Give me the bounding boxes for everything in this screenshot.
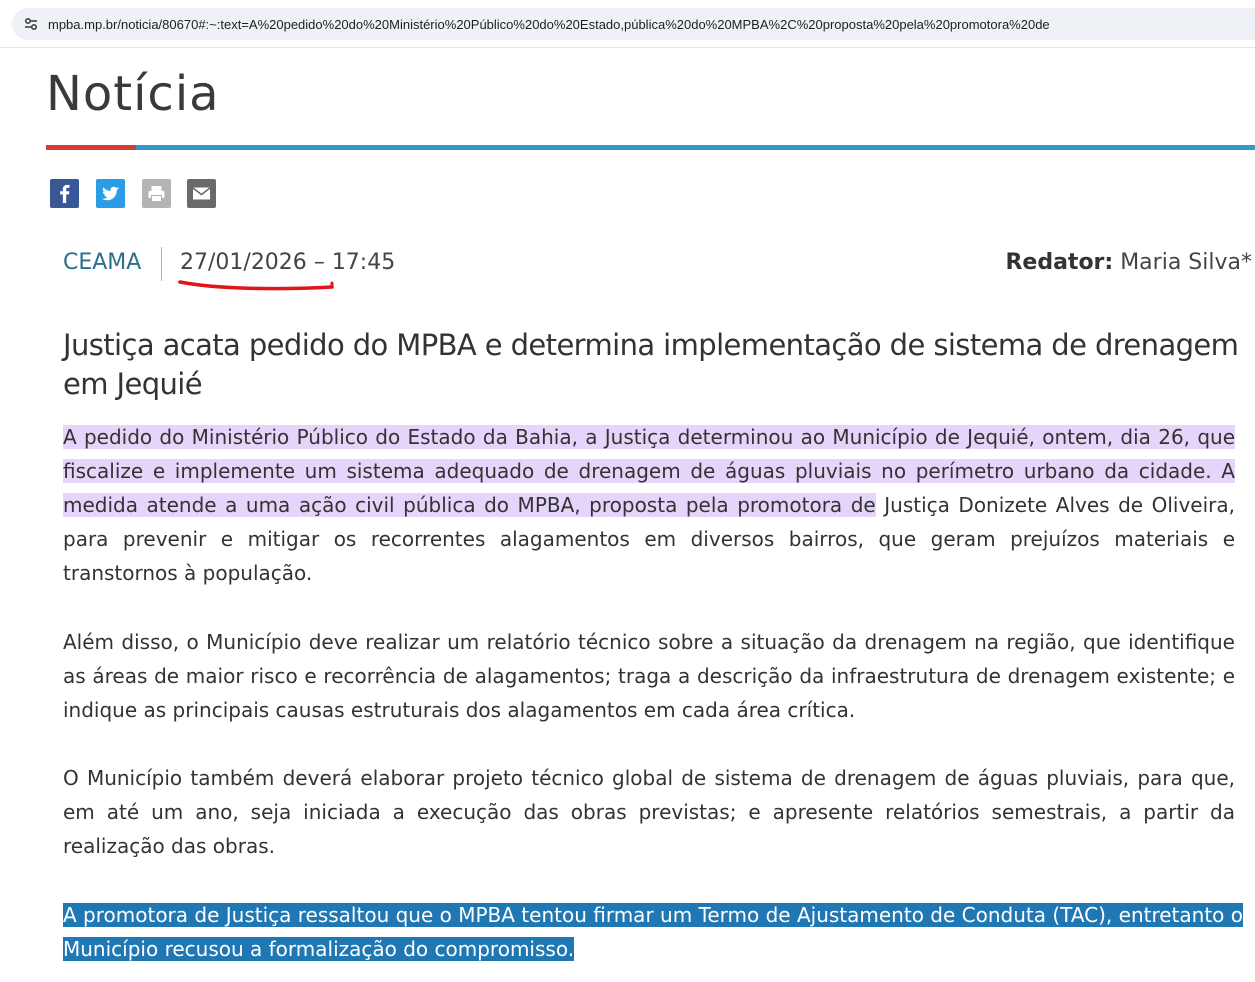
red-underline-annotation xyxy=(176,277,338,295)
twitter-icon xyxy=(96,179,125,208)
url-field[interactable] xyxy=(12,8,1255,40)
print-icon xyxy=(142,179,171,208)
url-text: mpba.mp.br/noticia/80670#:~:text=A%20pedido%20do%20Ministério%20Público%20do%20Estado,pública%20do%20MPBA%2C%20proposta%20pela%20promotora%20de xyxy=(48,16,1050,32)
heading-divider xyxy=(46,145,1255,150)
meta-divider xyxy=(161,247,162,281)
text-fragment-highlight: A pedido do Ministério Público do Estado da Bahia, a Justiça determinou ao Município de Jequié, ontem, dia 26, que fiscalize e implemente um sistema adequado de drenagem de águas pluviais no perímetro urbano da cidade. A medida atende a uma ação civil pública do MPBA, proposta pela promotora de xyxy=(63,425,1235,517)
category-link[interactable]: CEAMA xyxy=(63,250,142,275)
author-label: Redator: xyxy=(1005,250,1114,275)
article-paragraph-1 xyxy=(63,420,1235,590)
author-name: Maria Silva* xyxy=(1120,250,1252,275)
share-facebook-button[interactable] xyxy=(50,179,79,208)
page-title: Notícia xyxy=(46,66,220,122)
publish-date: 27/01/2026 xyxy=(180,250,307,275)
facebook-icon xyxy=(50,179,79,208)
browser-address-bar xyxy=(0,0,1255,48)
share-twitter-button[interactable] xyxy=(96,179,125,208)
share-email-button[interactable] xyxy=(187,179,216,208)
publish-time: 17:45 xyxy=(331,250,396,275)
article-paragraph-3: O Município também deverá elaborar projeto técnico global de sistema de drenagem de águas pluviais, para que, em até um ano, seja iniciada a execução das obras previstas; e apresente relatórios semestrais, a partir da realização das obras. xyxy=(63,766,1235,858)
datetime-separator: – xyxy=(313,250,325,275)
heading-divider-accent xyxy=(46,145,136,150)
selected-text: A promotora de Justiça ressaltou que o MPBA tentou firmar um Termo de Ajustamento de Conduta (TAC), entretanto o Município recusou a formalização do compromisso. xyxy=(63,903,1243,961)
article-paragraph-2: Além disso, o Município deve realizar um relatório técnico sobre a situação da drenagem na região, que identifique as áreas de maior risco e recorrência de alagamentos; traga a descrição da infraestrutura de drenagem existente; e indique as principais causas estruturais dos alagamentos em cada área crítica. xyxy=(63,630,1235,722)
envelope-icon xyxy=(187,179,216,208)
publish-datetime xyxy=(180,250,395,275)
paragraph-text: Justiça Donizete Alves de Oliveira, para prevenir e mitigar os recorrentes alagamentos em diversos bairros, que geram prejuízos materiais e transtornos à população. xyxy=(63,493,1236,585)
share-print-button[interactable] xyxy=(142,179,171,208)
article-headline: Justiça acata pedido do MPBA e determina implementação de sistema de drenagem em Jequié xyxy=(63,328,1239,401)
tune-icon[interactable] xyxy=(22,15,40,33)
author xyxy=(1005,250,1252,275)
article-paragraph-4 xyxy=(63,898,1243,966)
